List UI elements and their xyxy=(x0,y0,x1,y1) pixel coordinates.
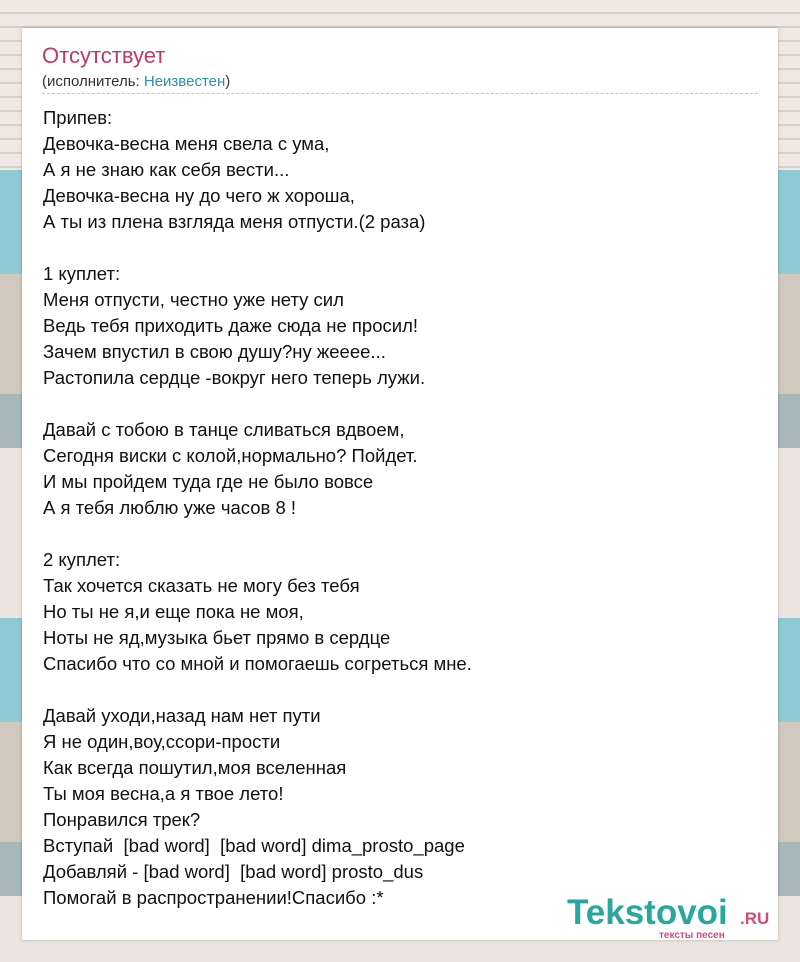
lyric-line: Девочка-весна ну до чего ж хороша, xyxy=(43,185,355,206)
lyric-line: Давай с тобою в танце сливаться вдвоем, xyxy=(43,419,405,440)
lyric-line: Добавляй - [bad word] [bad word] prosto_dus xyxy=(43,861,424,882)
lyric-line: Вступай [bad word] [bad word] dima_prosto_page xyxy=(43,835,465,856)
lyric-line: 2 куплет: xyxy=(43,549,121,570)
logo-text: Tekstovoi xyxy=(567,893,728,932)
lyric-line: Давай уходи,назад нам нет пути xyxy=(43,705,321,726)
lyric-line: И мы пройдем туда где не было вовсе xyxy=(43,471,374,492)
lyric-line: Спасибо что со мной и помогаешь согреться мне. xyxy=(43,653,472,674)
lyric-line: Ты моя весна,а я твое лето! xyxy=(43,783,284,804)
artist-link[interactable]: Неизвестен xyxy=(143,73,226,90)
lyric-line: Как всегда пошутил,моя вселенная xyxy=(43,757,347,778)
lyric-line xyxy=(43,235,759,261)
lyric-line: А я не знаю как себя вести... xyxy=(43,159,290,180)
lyric-line: Помогай в распространении!Спасибо :* xyxy=(43,887,384,908)
lyric-line: Ведь тебя приходить даже сюда не просил! xyxy=(43,315,419,336)
lyric-line: Меня отпусти, честно уже нету сил xyxy=(43,289,344,310)
logo-domain: .RU xyxy=(740,909,770,928)
lyric-line: Ноты не яд,музыка бьет прямо в сердце xyxy=(43,627,391,648)
lyric-line: Растопила сердце -вокруг него теперь лужи. xyxy=(43,367,426,388)
artist-line xyxy=(42,73,230,90)
lyric-line: Но ты не я,и еще пока не моя, xyxy=(43,601,304,622)
lyric-line: 1 куплет: xyxy=(43,263,121,284)
lyric-line: А я тебя люблю уже часов 8 ! xyxy=(43,497,297,518)
lyric-line: Понравился трек? xyxy=(43,809,201,830)
logo-tagline: тексты песен xyxy=(659,930,725,941)
lyric-line: Девочка-весна меня свела с ума, xyxy=(43,133,330,154)
lyrics-card xyxy=(22,28,778,940)
divider xyxy=(42,93,758,94)
song-title: Отсутствует xyxy=(42,43,166,68)
lyric-line: А ты из плена взгляда меня отпусти.(2 раза) xyxy=(43,211,426,232)
lyric-line: Припев: xyxy=(43,107,113,128)
artist-prefix: (исполнитель: xyxy=(42,73,144,90)
lyric-line: Я не один,воу,ссори-прости xyxy=(43,731,281,752)
site-logo[interactable] xyxy=(567,893,777,943)
lyric-line xyxy=(43,521,759,547)
lyric-line xyxy=(43,391,759,417)
lyrics-text xyxy=(43,105,759,911)
lyric-line: Так хочется сказать не могу без тебя xyxy=(43,575,360,596)
lyric-line: Зачем впустил в свою душу?ну жееее... xyxy=(43,341,386,362)
lyric-line xyxy=(43,677,759,703)
artist-suffix: ) xyxy=(225,73,231,90)
lyric-line: Сегодня виски с колой,нормально? Пойдет. xyxy=(43,445,418,466)
